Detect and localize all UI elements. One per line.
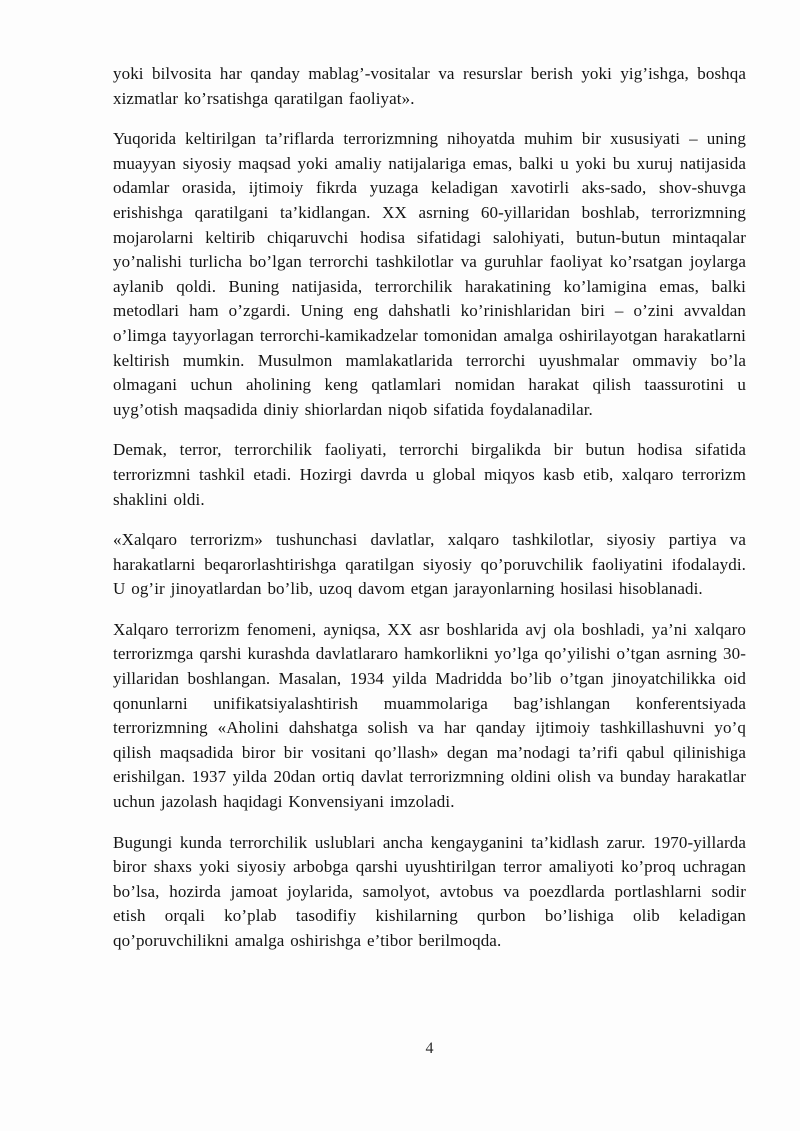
paragraph: Yuqorida keltirilgan ta’riflarda terrorizmning nihoyatda muhim bir xususiyati – uning muayyan siyosiy maqsad yoki amaliy natijalariga emas, balki u yoki bu xuruj natijasida odamlar orasida, ijtimoiy fikrda yuzaga keladigan xavotirli aks-sado, shov-shuvga erishishga qaratilgani ta’kidlangan. XX asrning 60-yillaridan boshlab, terrorizmning mojarolarni keltirib chiqaruvchi hodisa sifatidagi salohiyati, butun-butun mintaqalar yo’nalishi turlicha bo’lgan terrorchi tashkilotlar va guruhlar faoliyat ko’rsatgan joylarga aylanib qoldi. Buning natijasida, terrorchilik harakatining ko’lamigina emas, balki metodlari ham o’zgardi. Uning eng dahshatli ko’rinishlaridan biri – o’zini avvaldan o’limga tayyorlagan terrorchi-kamikadzelar tomonidan amalga oshirilayotgan harakatlarni keltirish mumkin. Musulmon mamlakatlarida terrorchi uyushmalar ommaviy bo’la olmagani uchun aholining keng qatlamlari nomidan harakat qilish taassurotini u uyg’otish maqsadida diniy shiorlardan niqob sifatida foydalanadilar. <box>113 129 746 419</box>
paragraph-continuation: yoki bilvosita har qanday mablag’-vositalar va resurslar berish yoki yig’ishga, boshqa xizmatlar ko’rsatishga qaratilgan faoliyat». <box>113 64 746 108</box>
paragraph: Xalqaro terrorizm fenomeni, ayniqsa, XX asr boshlarida avj ola boshladi, ya’ni xalqaro terrorizmga qarshi kurashda davlatlararo hamkorlikni yo’lga qo’yilishi o’tgan asrning 30-yillaridan boshlangan. Masalan, 1934 yilda Madridda bo’lib o’tgan jinoyatchilikka oid qonunlarni unifikatsiyalashtirish muammolariga bag’ishlangan konferentsiyada terrorizmning «Aholini dahshatga solish va har qanday ijtimoiy tashkillashuvni yo’q qilish maqsadida biror bir vositani qo’llash» degan ma’nodagi ta’rifi qabul qilinishiga erishilgan. 1937 yilda 20dan ortiq davlat terrorizmning oldini olish va bunday harakatlar uchun jazolash haqidagi Konvensiyani imzoladi. <box>113 619 746 812</box>
paragraph: Bugungi kunda terrorchilik uslublari ancha kengayganini ta’kidlash zarur. 1970-yillarda biror shaxs yoki siyosiy arbobga qarshi uyushtirilgan terror amaliyoti ko’proq uchragan bo’lsa, hozirda jamoat joylarida, samolyot, avtobus va poezdlarda portlashlarni sodir etish orqali ko’plab tasodifiy kishilarning qurbon bo’lishiga olib keladigan qo’poruvchilikni amalga oshirishga e’tibor berilmoqda. <box>113 832 746 950</box>
page-number: 4 <box>425 1040 434 1057</box>
paragraph: «Xalqaro terrorizm» tushunchasi davlatlar, xalqaro tashkilotlar, siyosiy partiya va harakatlarni beqarorlashtirishga qaratilgan siyosiy qo’poruvchilik faoliyatini ifodalaydi. U og’ir jinoyatlardan bo’lib, uzoq davom etgan jarayonlarning hosilasi hisoblanadi. <box>113 530 746 599</box>
text-block <box>113 62 746 970</box>
paragraph: Demak, terror, terrorchilik faoliyati, terrorchi birgalikda bir butun hodisa sifatida terrorizmni tashkil etadi. Hozirgi davrda u global miqyos kasb etib, xalqaro terrorizm shaklini oldi. <box>113 440 746 509</box>
